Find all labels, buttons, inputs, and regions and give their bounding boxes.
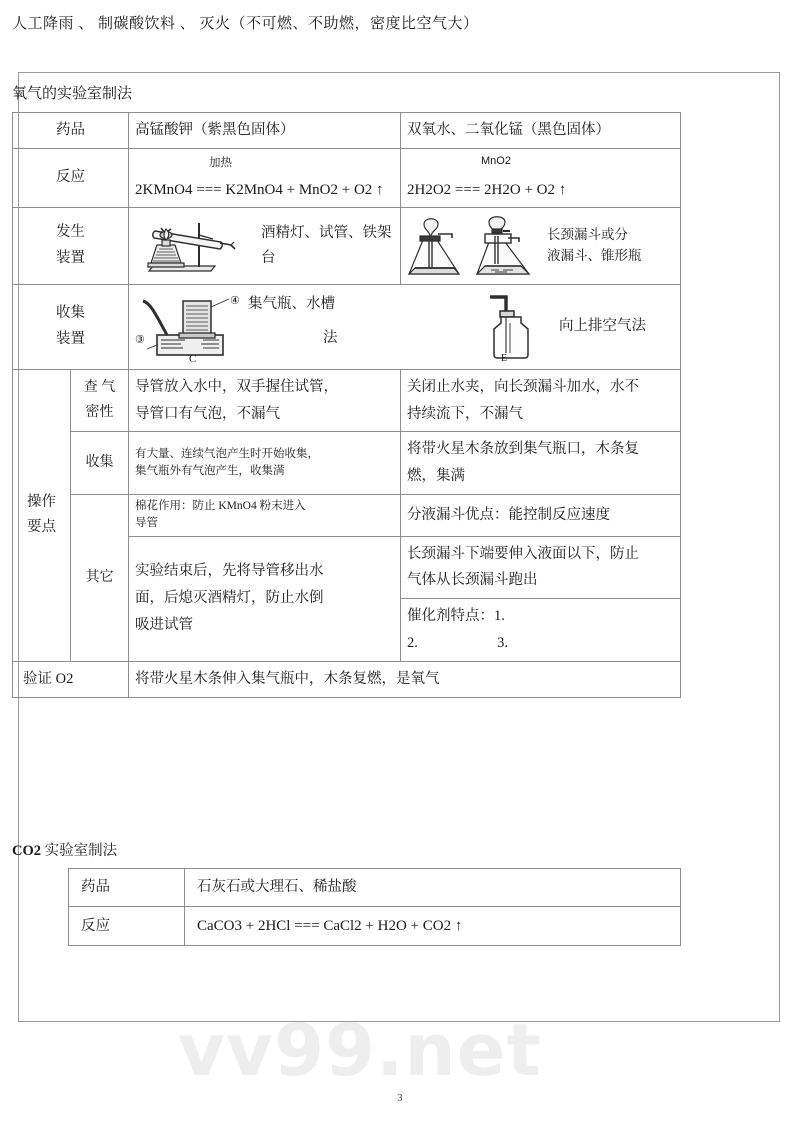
table-row-collection	[13, 284, 681, 369]
operation-label-line1: 操作	[27, 493, 56, 510]
other-right-c-line23	[407, 630, 674, 657]
row-label-reaction: 反应	[13, 148, 129, 207]
operation-label-line2: 要点	[27, 519, 56, 536]
other-left-b-line3: 吸进试管	[135, 617, 193, 634]
collect-left-cell	[129, 432, 401, 495]
other-right-a-cell: 分液漏斗优点：能控制反应速度	[401, 495, 681, 537]
collection-left-note-top: 集气瓶、水槽	[248, 295, 335, 312]
page-number: 3	[397, 1093, 403, 1104]
collection-cell	[129, 284, 681, 369]
other-left-a-cell	[129, 495, 401, 537]
reaction-right-equation: 2H2O2 === 2H2O + O2 ↑	[407, 181, 567, 198]
co2-row-value-1: CaCO3 + 2HCl === CaCl2 + H2O + CO2 ↑	[185, 907, 681, 946]
other-left-a-line1: 棉花作用：防止 KMnO4 粉末进入	[135, 500, 306, 513]
collection-left-figure-letter: C	[189, 352, 197, 365]
collect-right-line2: 燃，集满	[407, 468, 465, 485]
collection-label-line1: 收集	[56, 305, 85, 322]
co2-row-label-0: 药品	[69, 869, 185, 907]
other-right-c-line2: 2.	[407, 635, 418, 651]
co2-row-value-0: 石灰石或大理石、稀盐酸	[185, 869, 681, 907]
generator-right-note-line2: 液漏斗、锥形瓶	[547, 247, 642, 263]
other-right-c-line1: 催化剂特点：1.	[407, 608, 505, 625]
table-row	[69, 869, 681, 907]
row-label-reagent: 药品	[13, 113, 129, 149]
operation-sub-airtight-line2: 密性	[85, 404, 114, 420]
verify-value: 将带火星木条伸入集气瓶中，木条复燃，是氧气	[129, 661, 681, 697]
airtight-right-line1: 关闭止水夹，向长颈漏斗加水，水不	[407, 378, 639, 395]
airtight-left-cell	[129, 369, 401, 432]
generator-label-line1: 发生	[56, 224, 85, 241]
generator-right-note	[547, 225, 642, 267]
test-tube-on-stand-with-alcohol-lamp-icon	[135, 215, 247, 277]
collection-mark-4: ④	[230, 294, 240, 307]
collect-left-line1: 有大量、连续气泡产生时开始收集，	[135, 448, 319, 460]
generator-left-note: 酒精灯、试管、铁架台	[261, 225, 392, 266]
collect-left-line2: 集气瓶外有气泡产生，收集满	[135, 465, 285, 478]
reagent-right-value: 双氧水、二氧化锰（黑色固体）	[401, 113, 681, 149]
co2-preparation-table	[68, 868, 681, 946]
generator-right-note-line1: 长颈漏斗或分	[547, 226, 628, 242]
collection-right-figure-letter: E	[501, 352, 508, 364]
other-left-b-line2: 面，后熄灭酒精灯，防止水倒	[135, 590, 324, 607]
row-label-collection	[13, 284, 129, 369]
reagent-left-value: 高锰酸钾（紫黑色固体）	[129, 113, 401, 149]
operation-sub-collect: 收集	[71, 432, 129, 495]
generator-label-line2: 装置	[56, 249, 85, 266]
other-right-catalyst-cell	[401, 599, 680, 661]
oxygen-preparation-table	[12, 112, 681, 698]
row-label-verify: 验证 O2	[13, 661, 129, 697]
reaction-right-condition: MnO2	[481, 154, 511, 167]
gas-collecting-bottle-icon	[484, 293, 546, 363]
co2-title-formula: CO2	[12, 843, 41, 859]
co2-row-label-1: 反应	[69, 907, 185, 946]
airtight-left-line2: 导管口有气泡，不漏气	[135, 405, 280, 422]
other-right-b-line1: 长颈漏斗下端要伸入液面以下，防止	[407, 545, 639, 562]
table-row-verify	[13, 661, 681, 697]
table-row	[69, 907, 681, 946]
collection-mark-3: ③	[135, 333, 145, 346]
other-right-catalyst-row	[401, 599, 680, 661]
table-row-operation-other-a	[13, 495, 681, 537]
reaction-left-cell	[129, 148, 401, 207]
generator-right-cell	[401, 207, 681, 284]
other-right-b-cell	[401, 536, 681, 661]
table-row-generator	[13, 207, 681, 284]
table-row-operation-airtight	[13, 369, 681, 432]
other-right-b-line2: 气体从长颈漏斗跑出	[407, 572, 538, 589]
collection-label-line2: 装置	[56, 330, 85, 347]
reaction-left-condition: 加热	[209, 156, 232, 169]
operation-sub-other: 其它	[71, 495, 129, 662]
operation-sub-airtight	[71, 369, 129, 432]
airtight-right-cell	[401, 369, 681, 432]
collection-right-note: 向上排空气法	[559, 317, 646, 334]
watermark: vv99.net	[178, 1008, 542, 1092]
collect-right-line1: 将带火星木条放到集气瓶口，木条复	[407, 441, 639, 458]
collection-left-note-bottom: 法	[323, 329, 338, 346]
co2-section-title	[12, 839, 117, 860]
other-left-b-cell	[129, 536, 401, 661]
table-row-reaction	[13, 148, 681, 207]
operation-sub-airtight-line1: 查 气	[83, 380, 116, 396]
other-right-funnel-cell	[401, 537, 680, 599]
row-label-operation	[13, 369, 71, 661]
oxygen-section-title: 氧气的实验室制法	[12, 86, 133, 102]
other-right-c-line3: 3.	[497, 635, 508, 651]
reaction-right-cell	[401, 148, 681, 207]
other-left-b-line1: 实验结束后，先将导管移出水	[135, 563, 324, 580]
row-label-generator	[13, 207, 129, 284]
other-left-a-line2: 导管	[135, 517, 158, 530]
two-conical-flasks-with-funnels-icon	[407, 212, 533, 280]
table-row-operation-collect	[13, 432, 681, 495]
table-row-reagent	[13, 113, 681, 149]
airtight-right-line2: 持续流下，不漏气	[407, 405, 523, 422]
generator-left-cell	[129, 207, 401, 284]
airtight-left-line1: 导管放入水中，双手握住试管，	[135, 378, 338, 395]
intro-line: 人工降雨 、 制碳酸饮料 、 灭火（不可燃、不助燃，密度比空气大）	[12, 16, 479, 32]
other-right-funnel-row	[401, 537, 680, 599]
collect-right-cell	[401, 432, 681, 495]
co2-title-text: 实验室制法	[41, 843, 118, 859]
reaction-left-equation: 2KMnO4 === K2MnO4 + MnO2 + O2 ↑	[135, 181, 384, 198]
